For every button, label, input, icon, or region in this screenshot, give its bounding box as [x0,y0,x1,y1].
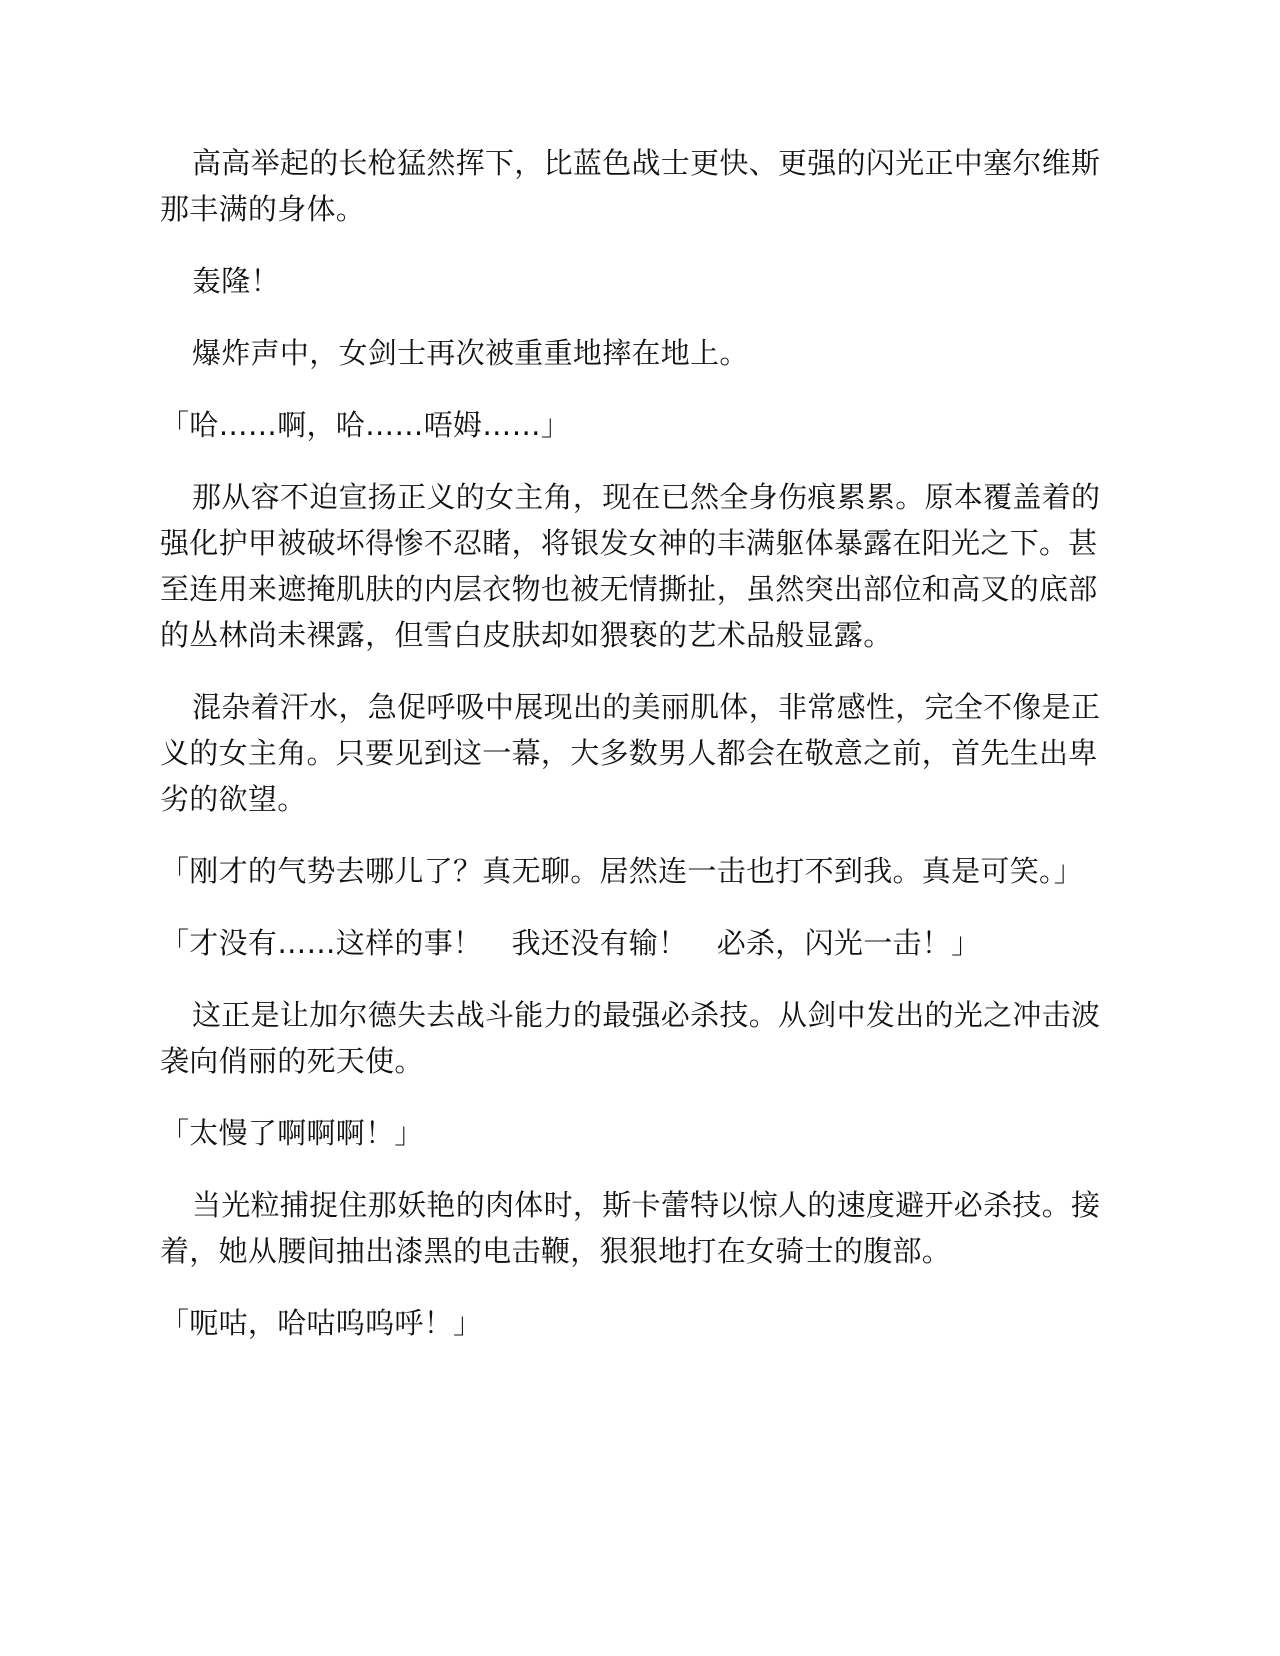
paragraph-6: 这正是让加尔德失去战斗能力的最强必杀技。从剑中发出的光之冲击波袭向俏丽的死天使。 [160,998,1101,1078]
dialogue-3: 「才没有……这样的事！ 我还没有输！ 必杀，闪光一击！」 [160,926,981,960]
document-page [160,140,1105,1372]
dialogue-2: 「刚才的气势去哪儿了？真无聊。居然连一击也打不到我。真是可笑。」 [160,854,1084,888]
paragraph-7: 当光粒捕捉住那妖艳的肉体时，斯卡蕾特以惊人的速度避开必杀技。接着，她从腰间抽出漆黑的电击鞭，狠狠地打在女骑士的腹部。 [160,1188,1101,1268]
dialogue-4: 「太慢了啊啊啊！」 [160,1116,424,1150]
paragraph-2: 轰隆！ [192,264,280,298]
paragraph-5: 混杂着汗水，急促呼吸中展现出的美丽肌体，非常感性，完全不像是正义的女主角。只要见到这一幕，大多数男人都会在敬意之前，首先生出卑劣的欲望。 [160,690,1101,816]
paragraph-1: 高高举起的长枪猛然挥下，比蓝色战士更快、更强的闪光正中塞尔维斯那丰满的身体。 [160,146,1101,226]
dialogue-5: 「呃咕，哈咕呜呜呼！」 [160,1306,483,1340]
paragraph-3: 爆炸声中，女剑士再次被重重地摔在地上。 [192,336,749,370]
paragraph-4: 那从容不迫宣扬正义的女主角，现在已然全身伤痕累累。原本覆盖着的强化护甲被破坏得惨不忍睹，将银发女神的丰满躯体暴露在阳光之下。甚至连用来遮掩肌肤的内层衣物也被无情撕扯，虽然突出部位和高叉的底部的丛林尚未裸露，但雪白皮肤却如猥亵的艺术品般显露。 [160,480,1101,652]
dialogue-1: 「哈……啊，哈……唔姆……」 [160,408,571,442]
